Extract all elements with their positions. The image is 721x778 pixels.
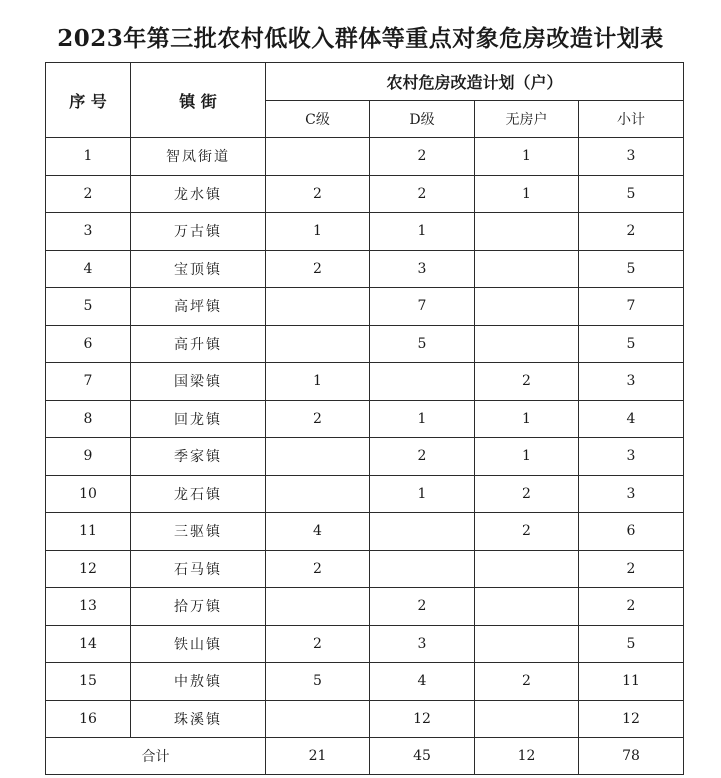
- cell-town: 龙水镇: [131, 175, 266, 213]
- cell-town: 石马镇: [131, 550, 266, 588]
- cell-index: 14: [46, 625, 131, 663]
- cell-town: 三驱镇: [131, 513, 266, 551]
- table-row: [46, 363, 684, 401]
- cell-d-level: 7: [370, 288, 475, 326]
- table-row: [46, 588, 684, 626]
- cell-d-level: 2: [370, 175, 475, 213]
- cell-c-level: 2: [266, 550, 370, 588]
- header-d-level: D级: [370, 101, 475, 138]
- table-row: [46, 513, 684, 551]
- cell-town: 季家镇: [131, 438, 266, 476]
- cell-index: 8: [46, 400, 131, 438]
- cell-d-level: [370, 550, 475, 588]
- cell-index: 12: [46, 550, 131, 588]
- header-index: 序 号: [46, 63, 131, 138]
- total-label: 合计: [46, 738, 266, 775]
- cell-d-level: 2: [370, 138, 475, 176]
- cell-town: 珠溪镇: [131, 700, 266, 738]
- cell-d-level: 1: [370, 213, 475, 251]
- cell-subtotal: 3: [579, 138, 684, 176]
- table-row: [46, 700, 684, 738]
- table-row: [46, 175, 684, 213]
- cell-index: 9: [46, 438, 131, 476]
- cell-index: 4: [46, 250, 131, 288]
- cell-town: 拾万镇: [131, 588, 266, 626]
- cell-c-level: [266, 475, 370, 513]
- cell-c-level: [266, 588, 370, 626]
- cell-d-level: 1: [370, 400, 475, 438]
- table-row: [46, 138, 684, 176]
- header-plan-group: 农村危房改造计划（户）: [266, 63, 684, 101]
- cell-c-level: 5: [266, 663, 370, 701]
- cell-index: 5: [46, 288, 131, 326]
- header-c-level: C级: [266, 101, 370, 138]
- cell-c-level: [266, 700, 370, 738]
- cell-town: 中敖镇: [131, 663, 266, 701]
- cell-c-level: 2: [266, 400, 370, 438]
- cell-town: 回龙镇: [131, 400, 266, 438]
- cell-subtotal: 3: [579, 363, 684, 401]
- cell-subtotal: 4: [579, 400, 684, 438]
- table-row: [46, 438, 684, 476]
- cell-index: 10: [46, 475, 131, 513]
- table-row: [46, 550, 684, 588]
- cell-subtotal: 7: [579, 288, 684, 326]
- cell-subtotal: 3: [579, 475, 684, 513]
- cell-town: 铁山镇: [131, 625, 266, 663]
- cell-no-house: 1: [475, 438, 579, 476]
- cell-d-level: 2: [370, 438, 475, 476]
- cell-no-house: [475, 213, 579, 251]
- cell-index: 15: [46, 663, 131, 701]
- cell-subtotal: 5: [579, 325, 684, 363]
- cell-no-house: [475, 588, 579, 626]
- cell-c-level: 4: [266, 513, 370, 551]
- header-no-house: 无房户: [475, 101, 579, 138]
- cell-d-level: 5: [370, 325, 475, 363]
- header-subtotal: 小计: [579, 101, 684, 138]
- header-town: 镇 街: [131, 63, 266, 138]
- table-row: [46, 400, 684, 438]
- cell-c-level: 2: [266, 175, 370, 213]
- total-c: 21: [266, 738, 370, 775]
- cell-d-level: 12: [370, 700, 475, 738]
- cell-no-house: [475, 550, 579, 588]
- cell-subtotal: 5: [579, 250, 684, 288]
- table-row: [46, 625, 684, 663]
- cell-c-level: 2: [266, 625, 370, 663]
- cell-index: 3: [46, 213, 131, 251]
- total-d: 45: [370, 738, 475, 775]
- cell-town: 万古镇: [131, 213, 266, 251]
- cell-index: 6: [46, 325, 131, 363]
- cell-no-house: 2: [475, 663, 579, 701]
- cell-index: 13: [46, 588, 131, 626]
- cell-index: 7: [46, 363, 131, 401]
- cell-no-house: 1: [475, 138, 579, 176]
- cell-d-level: [370, 363, 475, 401]
- cell-no-house: [475, 700, 579, 738]
- cell-index: 11: [46, 513, 131, 551]
- cell-subtotal: 2: [579, 550, 684, 588]
- cell-d-level: 4: [370, 663, 475, 701]
- table-row: [46, 663, 684, 701]
- cell-c-level: [266, 325, 370, 363]
- cell-c-level: 1: [266, 363, 370, 401]
- cell-subtotal: 11: [579, 663, 684, 701]
- cell-town: 智凤街道: [131, 138, 266, 176]
- cell-d-level: 3: [370, 250, 475, 288]
- table-row: [46, 325, 684, 363]
- cell-subtotal: 2: [579, 588, 684, 626]
- cell-town: 龙石镇: [131, 475, 266, 513]
- document-title: 2023年第三批农村低收入群体等重点对象危房改造计划表: [57, 25, 664, 52]
- cell-town: 高坪镇: [131, 288, 266, 326]
- cell-subtotal: 6: [579, 513, 684, 551]
- cell-no-house: 2: [475, 363, 579, 401]
- cell-d-level: 2: [370, 588, 475, 626]
- cell-c-level: [266, 138, 370, 176]
- cell-no-house: 1: [475, 175, 579, 213]
- cell-d-level: 3: [370, 625, 475, 663]
- total-no-house: 12: [475, 738, 579, 775]
- cell-no-house: [475, 625, 579, 663]
- cell-d-level: 1: [370, 475, 475, 513]
- cell-subtotal: 5: [579, 625, 684, 663]
- total-row: [46, 738, 684, 775]
- cell-c-level: [266, 438, 370, 476]
- cell-no-house: [475, 250, 579, 288]
- cell-c-level: [266, 288, 370, 326]
- cell-town: 高升镇: [131, 325, 266, 363]
- cell-index: 16: [46, 700, 131, 738]
- cell-d-level: [370, 513, 475, 551]
- cell-index: 1: [46, 138, 131, 176]
- cell-c-level: 1: [266, 213, 370, 251]
- cell-index: 2: [46, 175, 131, 213]
- cell-no-house: 2: [475, 475, 579, 513]
- renovation-plan-table: [45, 62, 684, 775]
- cell-town: 宝顶镇: [131, 250, 266, 288]
- table-row: [46, 250, 684, 288]
- table-row: [46, 475, 684, 513]
- cell-subtotal: 2: [579, 213, 684, 251]
- table-row: [46, 213, 684, 251]
- cell-no-house: [475, 288, 579, 326]
- cell-subtotal: 3: [579, 438, 684, 476]
- cell-subtotal: 12: [579, 700, 684, 738]
- table-body: [46, 138, 684, 738]
- table-row: [46, 288, 684, 326]
- cell-no-house: [475, 325, 579, 363]
- cell-no-house: 2: [475, 513, 579, 551]
- cell-subtotal: 5: [579, 175, 684, 213]
- total-subtotal: 78: [579, 738, 684, 775]
- cell-town: 国梁镇: [131, 363, 266, 401]
- cell-no-house: 1: [475, 400, 579, 438]
- cell-c-level: 2: [266, 250, 370, 288]
